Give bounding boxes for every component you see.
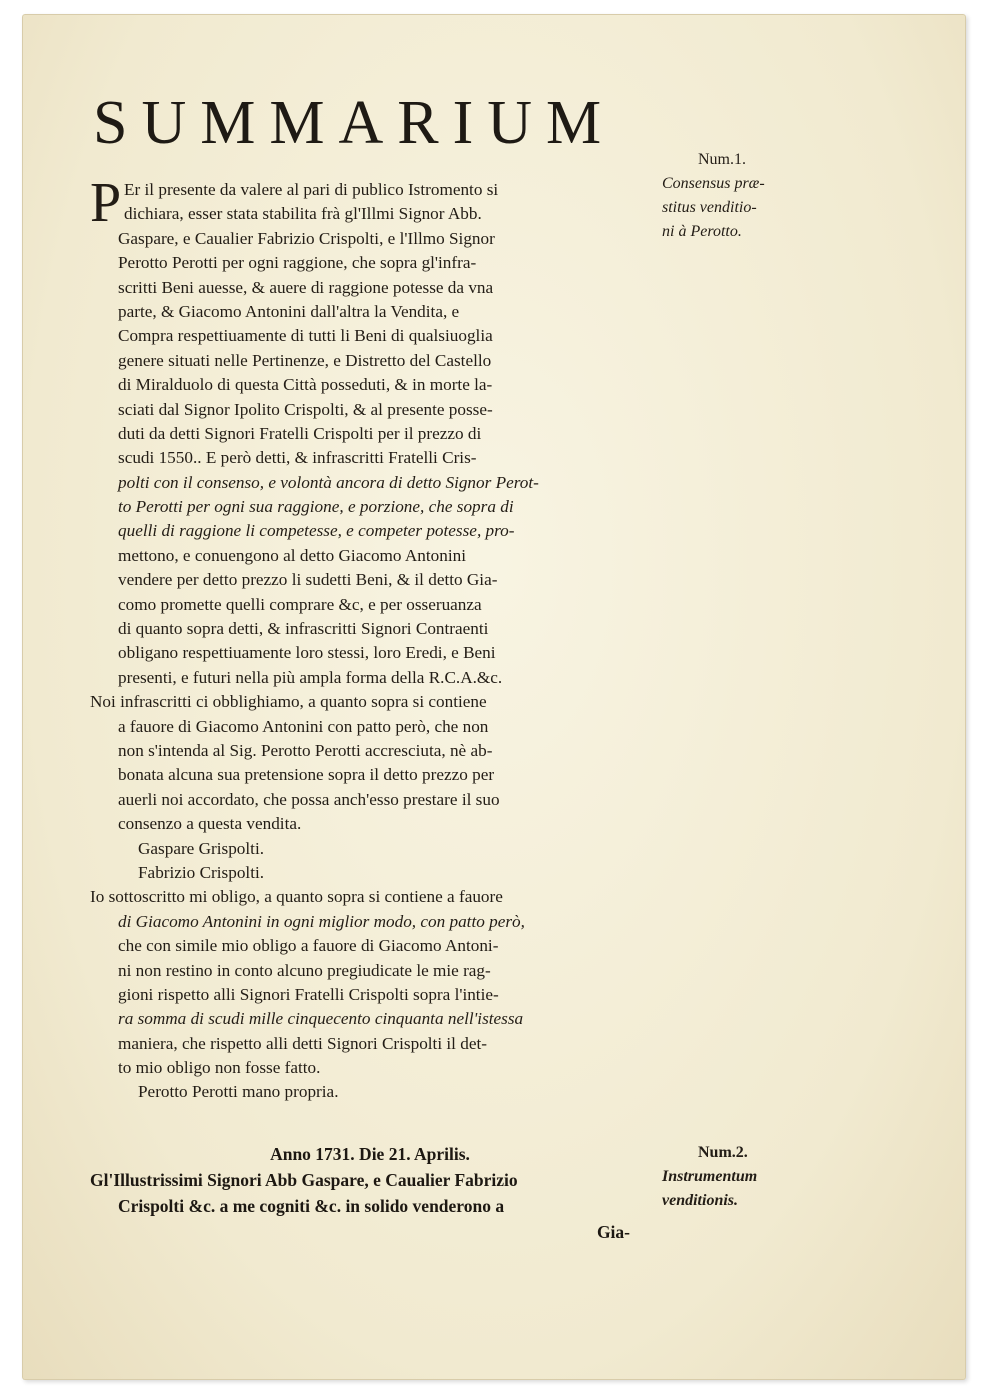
margin-note-line: stitus venditio- — [662, 199, 757, 216]
body-line: Gaspare, e Caualier Fabrizio Crispolti, e l'Illmo Signor — [118, 228, 495, 248]
body-line: che con simile mio obligo a fauore di Giacomo Antoni- — [118, 936, 499, 956]
signature-line: Gaspare Grispolti. — [138, 838, 265, 858]
body-line: Er il presente da valere al pari di publico Istromento si — [124, 180, 499, 199]
body-line: gioni rispetto alli Signori Fratelli Crispolti sopra l'intie- — [118, 984, 499, 1004]
body-line: di Giacomo Antonini in ogni miglior modo, con patto però, — [118, 911, 525, 931]
body-line: obligano respettiuamente loro stessi, loro Eredi, e Beni — [118, 643, 496, 663]
body-line: quelli di raggione li competesse, e competer potesse, pro- — [118, 521, 515, 541]
body-line: Io sottoscritto mi obligo, a quanto sopra si contiene a fauore — [90, 887, 503, 907]
body-line: a fauore di Giacomo Antonini con patto però, che non — [118, 716, 489, 736]
document-date: Anno 1731. Die 21. Aprilis. — [270, 1144, 470, 1164]
body-line: polti con il consenso, e volontà ancora di detto Signor Perot- — [118, 472, 539, 492]
body-line: mettono, e conuengono al detto Giacomo Antonini — [118, 545, 466, 565]
body-line: Compra respettiuamente di tutti li Beni di qualsiuoglia — [118, 326, 493, 346]
body-line: ni non restino in conto alcuno pregiudicate le mie rag- — [118, 960, 491, 980]
body-line: duti da detti Signori Fratelli Crispolti per il prezzo di — [118, 423, 482, 443]
bottom-section — [90, 1141, 650, 1245]
body-line: di quanto sopra detti, & infrascritti Signori Contraenti — [118, 619, 489, 639]
bottom-line: Crispolti &c. a me cogniti &c. in solido venderono a — [118, 1196, 505, 1216]
margin-note-number: Num.2. — [698, 1144, 748, 1161]
body-line: to mio obligo non fosse fatto. — [118, 1058, 321, 1078]
margin-note-line: venditionis. — [662, 1192, 739, 1209]
body-line: parte, & Giacomo Antonini dall'altra la Vendita, e — [118, 301, 460, 321]
body-line: consenzo a questa vendita. — [118, 814, 302, 834]
signature-line: Fabrizio Crispolti. — [138, 862, 265, 882]
margin-note-line: ni à Perotto. — [662, 223, 742, 240]
body-line: di Miralduolo di questa Città posseduti, & in morte la- — [118, 375, 493, 395]
body-line: como promette quelli comprare &c, e per osseruanza — [118, 594, 482, 614]
margin-note-1 — [662, 148, 822, 244]
drop-cap: P — [90, 172, 122, 234]
margin-note-number: Num.1. — [698, 151, 746, 168]
catchword: Gia- — [596, 1222, 630, 1242]
body-line: scudi 1550.. E però detti, & infrascritti Fratelli Cris- — [118, 448, 477, 468]
body-line: scritti Beni auesse, & auere di raggione potesse da vna — [118, 277, 494, 297]
signature-line: Perotto Perotti mano propria. — [138, 1082, 339, 1102]
margin-note-line: Consensus præ- — [662, 175, 765, 192]
body-line: bonata alcuna sua pretensione sopra il detto prezzo per — [118, 765, 495, 785]
bottom-line: Gl'Illustrissimi Signori Abb Gaspare, e Caualier Fabrizio — [90, 1170, 518, 1190]
body-line: auerli noi accordato, che possa anch'esso prestare il suo — [118, 789, 500, 809]
body-line: dichiara, esser stata stabilita frà gl'Illmi Signor Abb. — [124, 204, 482, 224]
body-line: presenti, e futuri nella più ampla forma della R.C.A.&c. — [118, 667, 503, 687]
body-line: genere situati nelle Pertinenze, e Distretto del Castello — [118, 350, 492, 370]
document-title: SUMMARIUM — [93, 89, 616, 157]
body-line: Perotto Perotti per ogni raggione, che sopra gl'infra- — [118, 253, 477, 273]
body-line: sciati dal Signor Ipolito Crispolti, & al presente posse- — [118, 399, 493, 419]
body-line: ra somma di scudi mille cinquecento cinquanta nell'istessa — [118, 1009, 524, 1029]
body-line: vendere per detto prezzo li sudetti Beni, & il detto Gia- — [118, 570, 498, 590]
summary-body — [90, 172, 650, 1105]
margin-note-line: Instrumentum — [662, 1168, 758, 1185]
body-line: to Perotti per ogni sua raggione, e porzione, che sopra di — [118, 497, 514, 517]
body-line: Noi infrascritti ci obblighiamo, a quanto sopra si contiene — [90, 692, 487, 712]
margin-note-2 — [662, 1141, 822, 1213]
body-line: maniera, che rispetto alli detti Signori Crispolti il det- — [118, 1033, 487, 1053]
body-line: non s'intenda al Sig. Perotto Perotti accresciuta, nè ab- — [118, 740, 493, 760]
